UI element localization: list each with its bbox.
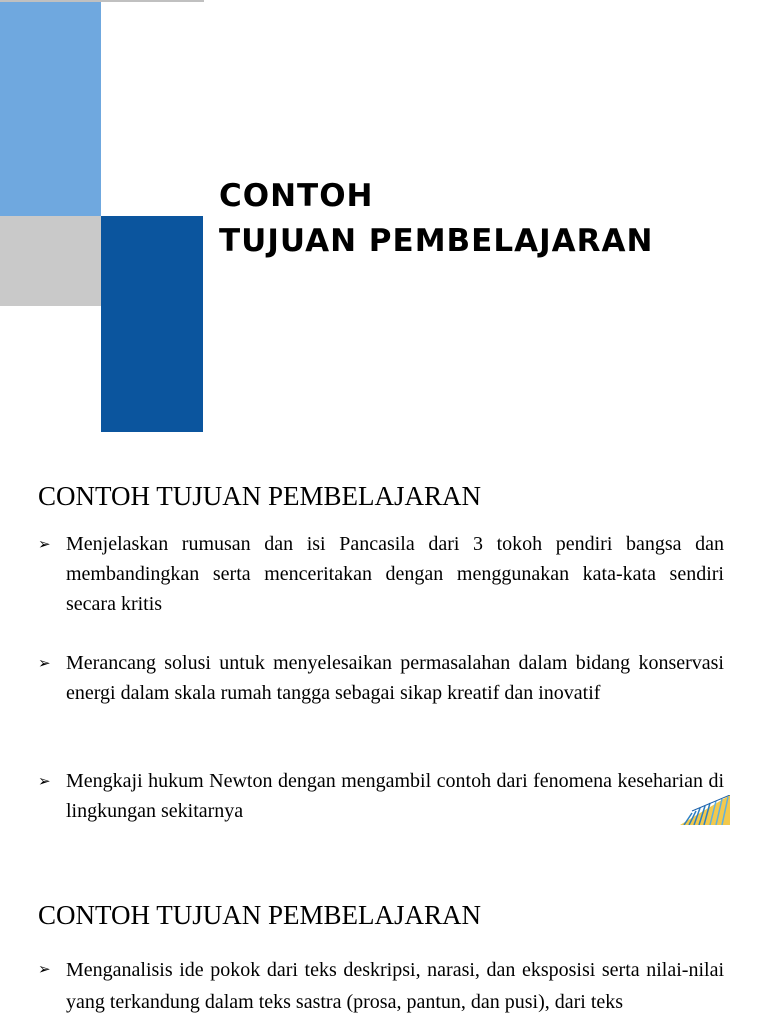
slide-title xyxy=(219,174,759,264)
arrow-bullet-icon: ➢ xyxy=(38,772,51,790)
examples-slide-2 xyxy=(0,865,768,1024)
arrow-bullet-icon: ➢ xyxy=(38,654,51,672)
list-item xyxy=(38,954,724,1018)
arrow-bullet-icon: ➢ xyxy=(38,535,51,553)
list-item xyxy=(38,648,724,708)
examples-slide-1 xyxy=(0,432,768,865)
list-item-text: Mengkaji hukum Newton dengan mengambil contoh dari fenomena keseharian di lingkungan sekitarnya xyxy=(66,770,724,822)
decor-block-dark-blue xyxy=(101,216,203,432)
list-item xyxy=(38,766,724,826)
slide-title-line-2: TUJUAN PEMBELAJARAN xyxy=(219,223,654,259)
list-item xyxy=(38,529,724,619)
list-item-text: Menganalisis ide pokok dari teks deskripsi, narasi, dan eksposisi serta nilai-nilai yang terkandung dalam teks sastra (prosa, pantun, dan pusi), dari teks xyxy=(66,959,724,1013)
list-item-text: Merancang solusi untuk menyelesaikan permasalahan dalam bidang konservasi energi dalam skala rumah tangga sebagai sikap kreatif dan inovatif xyxy=(66,652,724,704)
title-slide xyxy=(0,0,768,432)
slide-heading: CONTOH TUJUAN PEMBELAJARAN xyxy=(38,900,482,930)
decor-block-light-blue xyxy=(0,2,101,216)
list-item-text: Menjelaskan rumusan dan isi Pancasila dari 3 tokoh pendiri bangsa dan membandingkan serta menceritakan dengan menggunakan kata-kata sendiri secara kritis xyxy=(66,533,724,615)
slide-title-line-1: CONTOH xyxy=(219,178,374,214)
decor-block-gray xyxy=(0,216,101,306)
arrow-bullet-icon: ➢ xyxy=(38,960,51,978)
striped-logo-icon xyxy=(680,795,730,825)
slide-heading: CONTOH TUJUAN PEMBELAJARAN xyxy=(38,481,482,511)
